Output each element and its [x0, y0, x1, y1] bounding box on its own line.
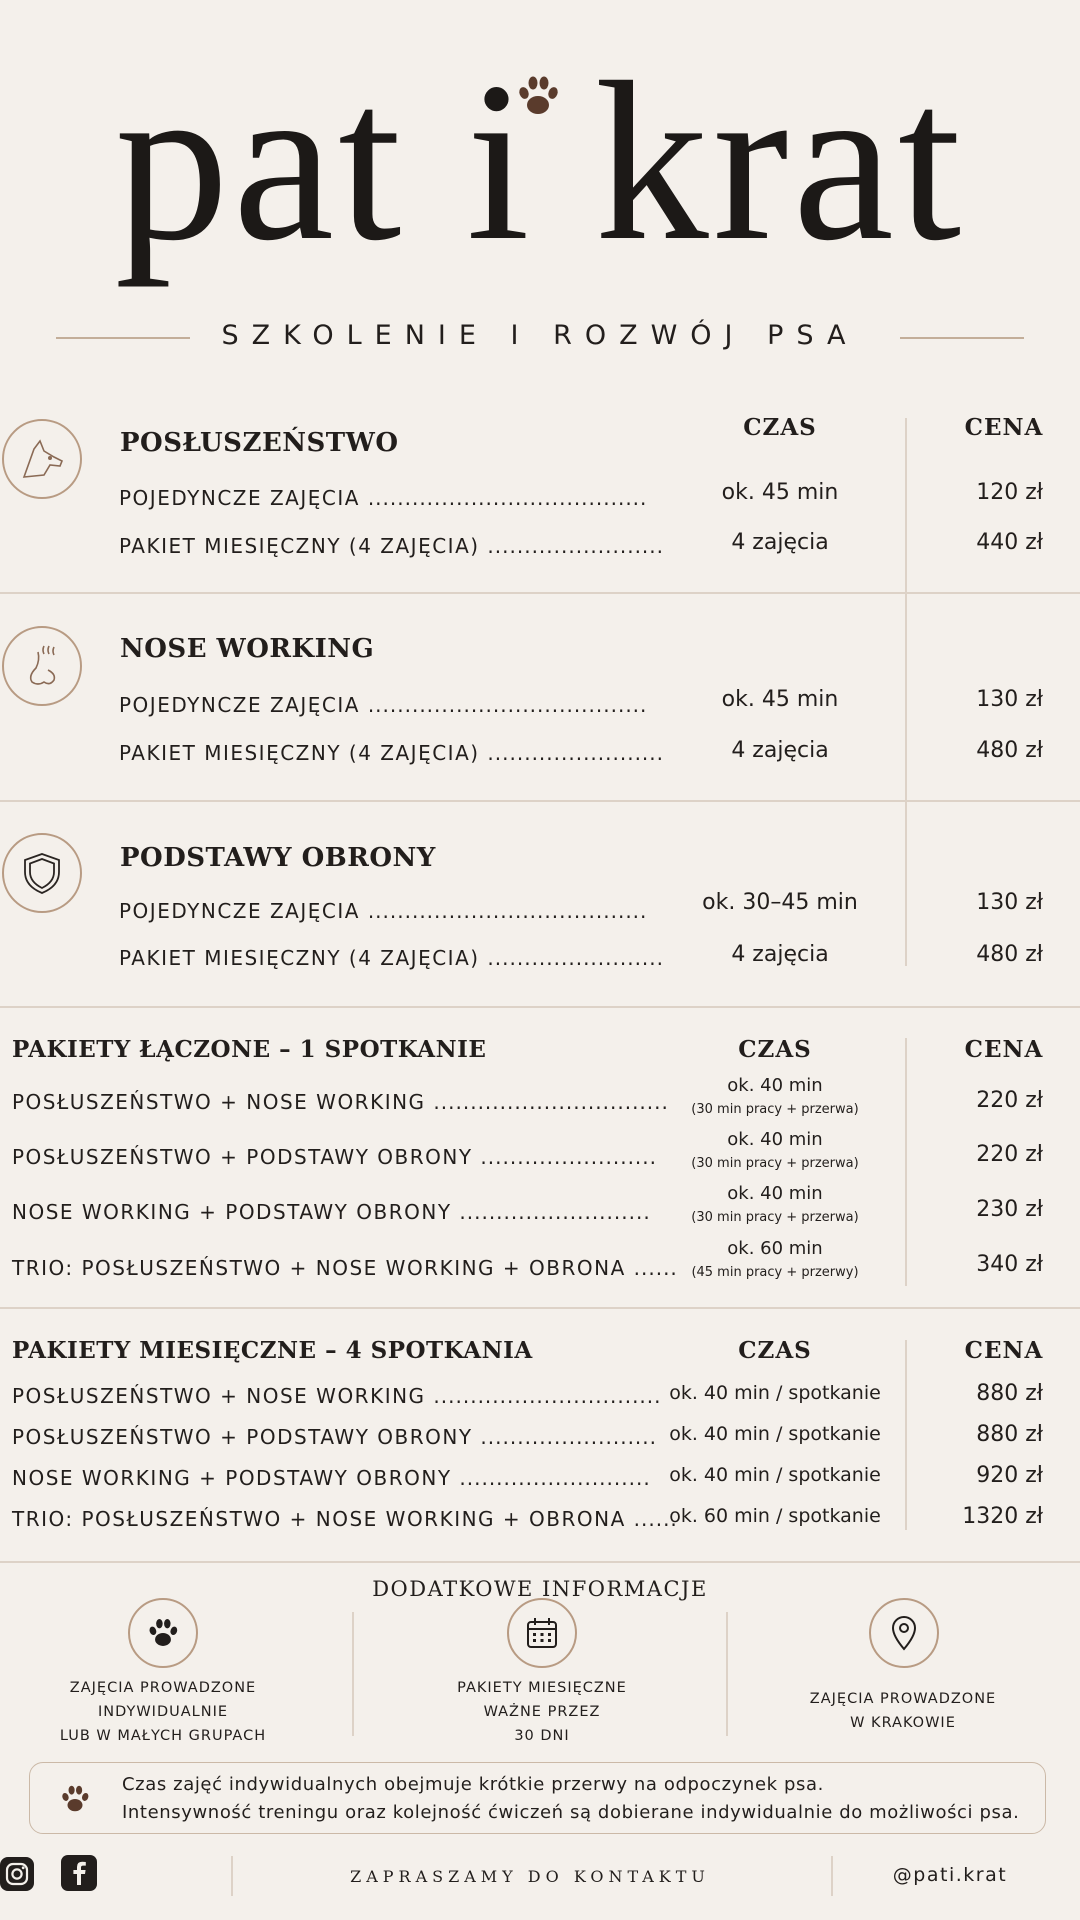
footer-handle[interactable]: @pati.krat	[892, 1864, 1008, 1886]
row-label: POSŁUSZEŃSTWO + NOSE WORKING	[12, 1384, 426, 1408]
instagram-icon[interactable]	[0, 1857, 34, 1891]
row-label: PAKIET MIESIĘCZNY (4 ZAJĘCIA)	[119, 741, 480, 765]
info-line: ZAJĘCIA PROWADZONE	[69, 1680, 257, 1696]
row-dots: ..........................	[459, 1466, 651, 1490]
price-row-label	[12, 1200, 651, 1224]
info-line: WAŻNE PRZEZ	[483, 1704, 601, 1720]
row-price: 880 zł	[976, 1381, 1043, 1406]
row-price: 480 zł	[976, 942, 1043, 967]
section-divider	[0, 592, 1080, 594]
row-price: 220 zł	[976, 1088, 1043, 1113]
row-price: 230 zł	[976, 1197, 1043, 1222]
column-divider	[905, 1340, 907, 1530]
row-dots: ......................................	[367, 899, 648, 923]
section-icon-circle	[2, 833, 82, 913]
section-divider	[0, 1006, 1080, 1008]
row-time: ok. 45 min	[721, 480, 839, 505]
price-header: CENA	[964, 1337, 1044, 1364]
section-icon-circle	[2, 626, 82, 706]
calendar-icon	[525, 1616, 559, 1650]
column-divider	[905, 1038, 907, 1286]
row-label: POJEDYNCZE ZAJĘCIA	[119, 693, 360, 717]
row-price: 220 zł	[976, 1142, 1043, 1167]
row-dots: ..........................	[459, 1200, 651, 1224]
price-row-label	[12, 1384, 662, 1408]
dog-head-icon	[14, 431, 70, 487]
time-header: CZAS	[738, 1337, 812, 1364]
price-row-label	[119, 693, 664, 717]
row-label: POSŁUSZEŃSTWO + NOSE WORKING	[12, 1090, 426, 1114]
row-dots: ........................	[487, 741, 664, 765]
info-line: PAKIETY MIESIĘCZNE	[457, 1680, 627, 1696]
row-time-note: (45 min pracy + przerwy)	[691, 1265, 859, 1280]
row-label: NOSE WORKING + PODSTAWY OBRONY	[12, 1466, 452, 1490]
row-time: ok. 40 min	[727, 1075, 823, 1096]
price-row-label	[119, 899, 664, 923]
row-label: POJEDYNCZE ZAJĘCIA	[119, 486, 360, 510]
section-divider	[0, 1307, 1080, 1309]
info-note-box	[29, 1762, 1046, 1834]
section-icon-circle	[2, 419, 82, 499]
row-time: ok. 40 min / spotkanie	[669, 1382, 881, 1404]
row-dots: ........................	[487, 946, 664, 970]
footer-contact: ZAPRASZAMY DO KONTAKTU	[350, 1867, 710, 1886]
column-divider	[905, 418, 907, 966]
info-line: 30 DNI	[514, 1728, 570, 1744]
info-note-line: Intensywność treningu oraz kolejność ćwiczeń są dobierane indywidualnie do możliwości psa.	[122, 1802, 1020, 1823]
row-time: 4 zajęcia	[731, 738, 829, 763]
row-time: ok. 40 min / spotkanie	[669, 1464, 881, 1486]
row-dots: ........................	[487, 534, 664, 558]
footer-divider	[231, 1856, 233, 1896]
row-time: ok. 40 min / spotkanie	[669, 1423, 881, 1445]
row-dots: ......	[633, 1256, 678, 1280]
info-item-text	[30, 1676, 296, 1748]
row-price: 340 zł	[976, 1252, 1043, 1277]
row-price: 880 zł	[976, 1422, 1043, 1447]
paw-icon	[145, 1615, 181, 1651]
price-header: CENA	[964, 414, 1044, 441]
row-label: PAKIET MIESIĘCZNY (4 ZAJĘCIA)	[119, 946, 480, 970]
price-row-label	[119, 741, 664, 765]
row-time: ok. 60 min	[727, 1238, 823, 1259]
price-row-label	[12, 1466, 651, 1490]
location-pin-icon	[889, 1615, 919, 1651]
section-divider	[0, 800, 1080, 802]
row-price: 1320 zł	[962, 1504, 1043, 1529]
row-price: 480 zł	[976, 738, 1043, 763]
facebook-icon[interactable]	[61, 1855, 97, 1891]
price-row-label	[119, 486, 664, 510]
paw-icon	[58, 1782, 92, 1816]
row-dots: ........................	[480, 1425, 657, 1449]
info-item-text	[404, 1676, 680, 1748]
info-note-line: Czas zajęć indywidualnych obejmuje krótkie przerwy na odpoczynek psa.	[122, 1774, 824, 1795]
row-time-note: (30 min pracy + przerwa)	[691, 1210, 859, 1225]
row-price: 120 zł	[976, 480, 1043, 505]
row-label: POJEDYNCZE ZAJĘCIA	[119, 899, 360, 923]
info-line: LUB W MAŁYCH GRUPACH	[59, 1728, 267, 1744]
info-icon-circle	[869, 1598, 939, 1668]
price-row-label	[119, 946, 664, 970]
row-label: TRIO: POSŁUSZEŃSTWO + NOSE WORKING + OBRONA	[12, 1256, 626, 1280]
row-dots: ......................................	[367, 693, 648, 717]
row-label: POSŁUSZEŃSTWO + PODSTAWY OBRONY	[12, 1145, 473, 1169]
price-row-label	[12, 1425, 657, 1449]
row-price: 440 zł	[976, 530, 1043, 555]
row-dots: ......................................	[367, 486, 648, 510]
subtitle: SZKOLENIE I ROZWÓJ PSA	[221, 320, 859, 351]
row-time: ok. 60 min / spotkanie	[669, 1505, 881, 1527]
section-title: PODSTAWY OBRONY	[120, 843, 436, 873]
row-time: ok. 30–45 min	[702, 890, 858, 915]
row-label: PAKIET MIESIĘCZNY (4 ZAJĘCIA)	[119, 534, 480, 558]
row-dots: ...............................	[433, 1384, 662, 1408]
row-price: 920 zł	[976, 1463, 1043, 1488]
info-divider	[726, 1612, 728, 1736]
combined-title: PAKIETY ŁĄCZONE – 1 SPOTKANIE	[12, 1036, 487, 1063]
price-row-label	[12, 1145, 657, 1169]
section-title: NOSE WORKING	[120, 634, 375, 664]
row-label: TRIO: POSŁUSZEŃSTWO + NOSE WORKING + OBRONA	[12, 1507, 626, 1531]
row-time: ok. 45 min	[721, 687, 839, 712]
brand-logo: pat i krat	[114, 36, 966, 288]
time-header: CZAS	[743, 414, 817, 441]
shield-icon	[17, 848, 67, 898]
info-title: DODATKOWE INFORMACJE	[372, 1577, 708, 1601]
section-divider	[0, 1561, 1080, 1563]
price-row-label	[119, 534, 664, 558]
row-time: ok. 40 min	[727, 1129, 823, 1150]
price-row-label	[12, 1256, 678, 1280]
time-header: CZAS	[738, 1036, 812, 1063]
row-dots: ........................	[480, 1145, 657, 1169]
info-line: INDYWIDUALNIE	[97, 1704, 229, 1720]
row-time: 4 zajęcia	[731, 942, 829, 967]
row-label: NOSE WORKING + PODSTAWY OBRONY	[12, 1200, 452, 1224]
info-item-text	[770, 1687, 1036, 1735]
sniffing-nose-icon	[14, 638, 70, 694]
price-header: CENA	[964, 1036, 1044, 1063]
info-line: ZAJĘCIA PROWADZONE	[809, 1691, 997, 1707]
info-icon-circle	[128, 1598, 198, 1668]
info-divider	[352, 1612, 354, 1736]
row-dots: ......	[633, 1507, 678, 1531]
row-price: 130 zł	[976, 890, 1043, 915]
monthly-title: PAKIETY MIESIĘCZNE – 4 SPOTKANIA	[12, 1337, 533, 1364]
footer-divider	[831, 1856, 833, 1896]
price-row-label	[12, 1090, 669, 1114]
row-time: ok. 40 min	[727, 1183, 823, 1204]
row-dots: ................................	[433, 1090, 669, 1114]
section-title: POSŁUSZEŃSTWO	[120, 428, 399, 458]
row-time: 4 zajęcia	[731, 530, 829, 555]
price-row-label	[12, 1507, 678, 1531]
info-icon-circle	[507, 1598, 577, 1668]
row-time-note: (30 min pracy + przerwa)	[691, 1156, 859, 1171]
info-line: W KRAKOWIE	[850, 1715, 956, 1731]
row-price: 130 zł	[976, 687, 1043, 712]
row-label: POSŁUSZEŃSTWO + PODSTAWY OBRONY	[12, 1425, 473, 1449]
row-time-note: (30 min pracy + przerwa)	[691, 1102, 859, 1117]
